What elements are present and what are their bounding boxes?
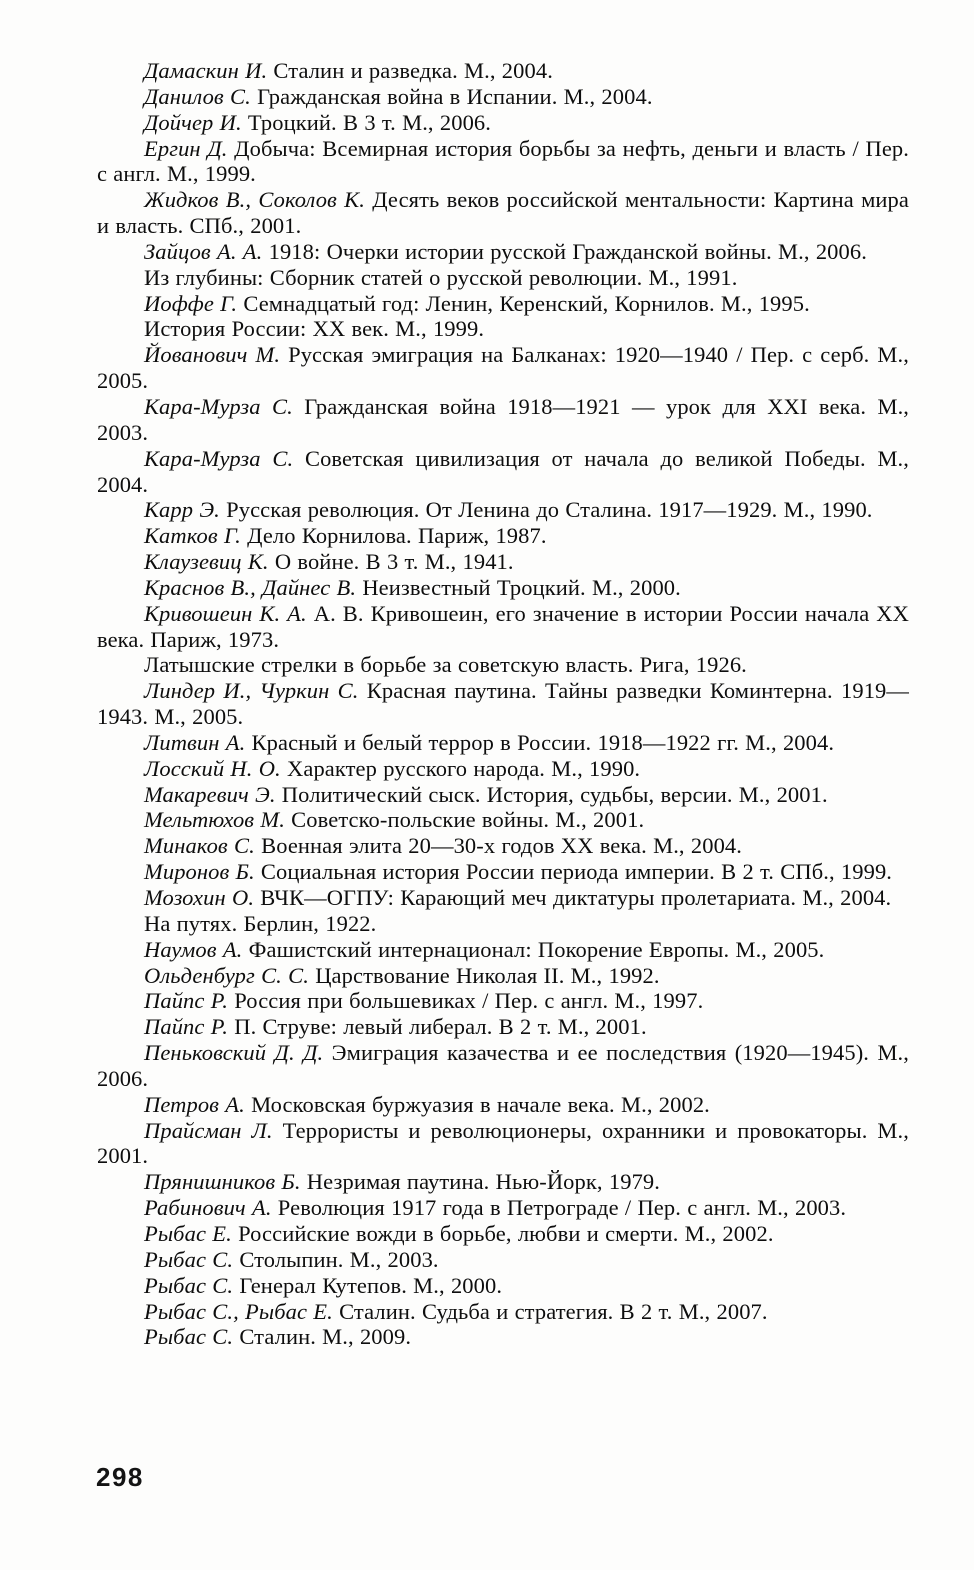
bib-entry-author: Рыбас С. <box>144 1246 234 1272</box>
bib-entry <box>97 756 909 782</box>
bib-entry-author: Петров А. <box>144 1091 245 1117</box>
bib-entry-author: Рыбас С. <box>144 1324 234 1350</box>
bib-entry <box>97 84 909 110</box>
bib-entry-text: Советская цивилизация от начала до великой Победы. М., 2004. <box>97 445 909 497</box>
bib-entry <box>97 911 909 937</box>
bib-entry-text: Фашистский интернационал: Покорение Европы. М., 2005. <box>242 936 825 962</box>
bib-entry-text: Сталин. Судьба и стратегия. В 2 т. М., 2007. <box>332 1298 768 1324</box>
bib-entry <box>97 963 909 989</box>
bib-entry-author: Катков Г. <box>144 523 241 549</box>
bib-entry <box>97 1195 909 1221</box>
bib-entry-text: Дело Корнилова. Париж, 1987. <box>240 523 547 549</box>
bib-entry-author: Кара-Мурза С. <box>144 393 293 419</box>
bib-entry <box>97 291 909 317</box>
bib-entry <box>97 136 909 188</box>
bib-entry-text: Военная элита 20—30-х годов XX века. М., 2004. <box>254 833 743 859</box>
bib-entry-text: Добыча: Всемирная история борьбы за нефть, деньги и власть / Пер. с англ. М., 1999. <box>97 135 909 187</box>
bib-entry <box>97 730 909 756</box>
bib-entry-text: ВЧК—ОГПУ: Карающий меч диктатуры пролетариата. М., 2004. <box>254 885 892 910</box>
bib-entry <box>97 782 909 808</box>
bib-entry <box>97 1324 909 1350</box>
bib-entry-text: Красный и белый террор в России. 1918—1922 гг. М., 2004. <box>245 729 835 755</box>
bib-entry-author: Клаузевиц К. <box>144 549 269 575</box>
bib-entry-author: Ергин Д. <box>144 135 228 161</box>
bib-entry-author: Жидков В., Соколов К. <box>144 187 365 213</box>
bib-entry <box>97 1247 909 1273</box>
bib-entry-author: Кара-Мурза С. <box>144 445 294 471</box>
bib-entry-text: Советско-польские войны. М., 2001. <box>284 807 645 833</box>
bib-entry-text: 1918: Очерки истории русской Гражданской войны. М., 2006. <box>262 238 867 264</box>
page-number: 298 <box>96 1462 144 1492</box>
bib-entry-author: Рыбас Е. <box>144 1220 232 1246</box>
bib-entry-text: На путях. Берлин, 1922. <box>144 910 377 936</box>
bib-entry-text: О войне. В 3 т. М., 1941. <box>268 549 514 575</box>
bib-entry-text: Латышские стрелки в борьбе за советскую власть. Рига, 1926. <box>144 652 747 678</box>
bib-entry <box>97 394 909 446</box>
bib-entry-author: Мозохин О. <box>144 885 255 910</box>
bib-entry <box>97 652 909 678</box>
bib-entry <box>97 523 909 549</box>
bib-entry-author: Мельтюхов М. <box>144 807 285 833</box>
bib-entry-author: Иоффе Г. <box>144 290 238 316</box>
bib-entry <box>97 1118 909 1170</box>
bib-entry <box>97 1014 909 1040</box>
bibliography-list <box>97 58 909 1350</box>
bib-entry-author: Карр Э. <box>144 497 220 523</box>
bib-entry-text: Из глубины: Сборник статей о русской революции. М., 1991. <box>144 264 738 290</box>
bib-entry <box>97 1299 909 1325</box>
bib-entry-author: Пеньковский Д. Д. <box>144 1040 324 1066</box>
bib-entry-text: Десять веков российской ментальности: Картина мира и власть. СПб., 2001. <box>97 187 909 239</box>
bib-entry-text: Революция 1917 года в Петрограде / Пер. с англ. М., 2003. <box>271 1195 847 1221</box>
bib-entry-author: Дойчер И. <box>144 109 242 135</box>
bib-entry <box>97 1221 909 1247</box>
bib-entry <box>97 1040 909 1092</box>
bib-entry <box>97 575 909 601</box>
bib-entry-author: Краснов В., Дайнес В. <box>144 574 357 600</box>
bib-entry-author: Прайсман Л. <box>144 1117 273 1143</box>
bib-entry <box>97 497 909 523</box>
bib-entry-text: Незримая паутина. Нью-Йорк, 1979. <box>300 1169 660 1195</box>
bib-entry-text: Россия при большевиках / Пер. с англ. М., 1997. <box>228 988 704 1014</box>
bib-entry <box>97 859 909 885</box>
bib-entry <box>97 316 909 342</box>
bib-entry <box>97 833 909 859</box>
bib-entry-text: Сталин. М., 2009. <box>233 1324 412 1350</box>
bib-entry <box>97 239 909 265</box>
bib-entry-author: Зайцов А. А. <box>144 238 263 264</box>
bib-entry-text: Российские вожди в борьбе, любви и смерти. М., 2002. <box>231 1220 774 1246</box>
bib-entry <box>97 601 909 653</box>
bib-entry-text: Красная паутина. Тайны разведки Коминтерна. 1919—1943. М., 2005. <box>97 678 909 730</box>
bib-entry-author: Рабинович А. <box>144 1195 272 1221</box>
bib-entry-author: Наумов А. <box>144 936 243 962</box>
bib-entry <box>97 187 909 239</box>
bib-entry-text: Столыпин. М., 2003. <box>233 1246 439 1272</box>
bib-entry <box>97 549 909 575</box>
bib-entry-text: Семнадцатый год: Ленин, Керенский, Корнилов. М., 1995. <box>237 290 810 316</box>
bib-entry-text: Русская революция. От Ленина до Сталина. 1917—1929. М., 1990. <box>219 497 873 523</box>
bib-entry-text: Троцкий. В 3 т. М., 2006. <box>241 109 492 135</box>
bib-entry-author: Данилов С. <box>144 83 251 109</box>
bib-entry <box>97 885 909 911</box>
bib-entry-text: Политический сыск. История, судьбы, версии. М., 2001. <box>275 781 828 807</box>
bib-entry-text: Царствование Николая II. М., 1992. <box>308 962 660 988</box>
bib-entry-text: Гражданская война в Испании. М., 2004. <box>250 83 653 109</box>
bib-entry <box>97 342 909 394</box>
bib-entry-author: Литвин А. <box>144 729 246 755</box>
bib-entry-text: Характер русского народа. М., 1990. <box>280 755 641 781</box>
bib-entry-text: Эмиграция казачества и ее последствия (1920—1945). М., 2006. <box>97 1040 909 1091</box>
bib-entry <box>97 265 909 291</box>
bib-entry <box>97 1092 909 1118</box>
bib-entry-author: Прянишников Б. <box>144 1169 301 1195</box>
bib-entry-author: Йованович М. <box>144 342 281 368</box>
bib-entry-author: Рыбас С., Рыбас Е. <box>144 1298 333 1324</box>
bib-entry-author: Лосский Н. О. <box>144 755 281 781</box>
bib-entry <box>97 446 909 498</box>
bib-entry-author: Кривошеин К. А. <box>144 600 307 626</box>
bib-entry-author: Пайпс Р. <box>144 1014 229 1040</box>
bib-entry-author: Ольденбург С. С. <box>144 962 309 988</box>
bib-entry <box>97 988 909 1014</box>
bib-entry-author: Пайпс Р. <box>144 988 229 1014</box>
bib-entry-text: Гражданская война 1918—1921 — урок для XXI века. М., 2003. <box>97 393 910 445</box>
bib-entry-text: Неизвестный Троцкий. М., 2000. <box>356 574 681 600</box>
bib-entry-text: Террористы и революционеры, охранники и провокаторы. М., 2001. <box>97 1117 909 1169</box>
bib-entry-author: Макаревич Э. <box>144 781 276 807</box>
bib-entry <box>97 937 909 963</box>
bib-entry-text: Московская буржуазия в начале века. М., 2002. <box>244 1091 710 1117</box>
bib-entry-author: Миронов Б. <box>144 859 255 885</box>
bib-entry-text: Русская эмиграция на Балканах: 1920—1940 / Пер. с серб. М., 2005. <box>97 342 909 394</box>
bib-entry-author: Рыбас С. <box>144 1272 234 1298</box>
bib-entry-text: Сталин и разведка. М., 2004. <box>267 58 553 83</box>
bib-entry <box>97 1169 909 1195</box>
bib-entry-text: Социальная история России периода империи. В 2 т. СПб., 1999. <box>254 859 893 885</box>
bib-entry <box>97 807 909 833</box>
bib-entry <box>97 1273 909 1299</box>
bib-entry-text: А. В. Кривошеин, его значение в истории России начала XX века. Париж, 1973. <box>97 600 909 652</box>
bib-entry-text: П. Струве: левый либерал. В 2 т. М., 2001. <box>228 1014 647 1040</box>
bib-entry <box>97 110 909 136</box>
bib-entry <box>97 58 909 84</box>
bib-entry-author: Линдер И., Чуркин С. <box>144 678 359 704</box>
bib-entry-text: Генерал Кутепов. М., 2000. <box>233 1272 503 1298</box>
bib-entry-author: Минаков С. <box>144 833 255 859</box>
bib-entry <box>97 678 909 730</box>
bib-entry-text: История России: XX век. М., 1999. <box>144 316 485 342</box>
bib-entry-author: Дамаскин И. <box>144 58 268 83</box>
